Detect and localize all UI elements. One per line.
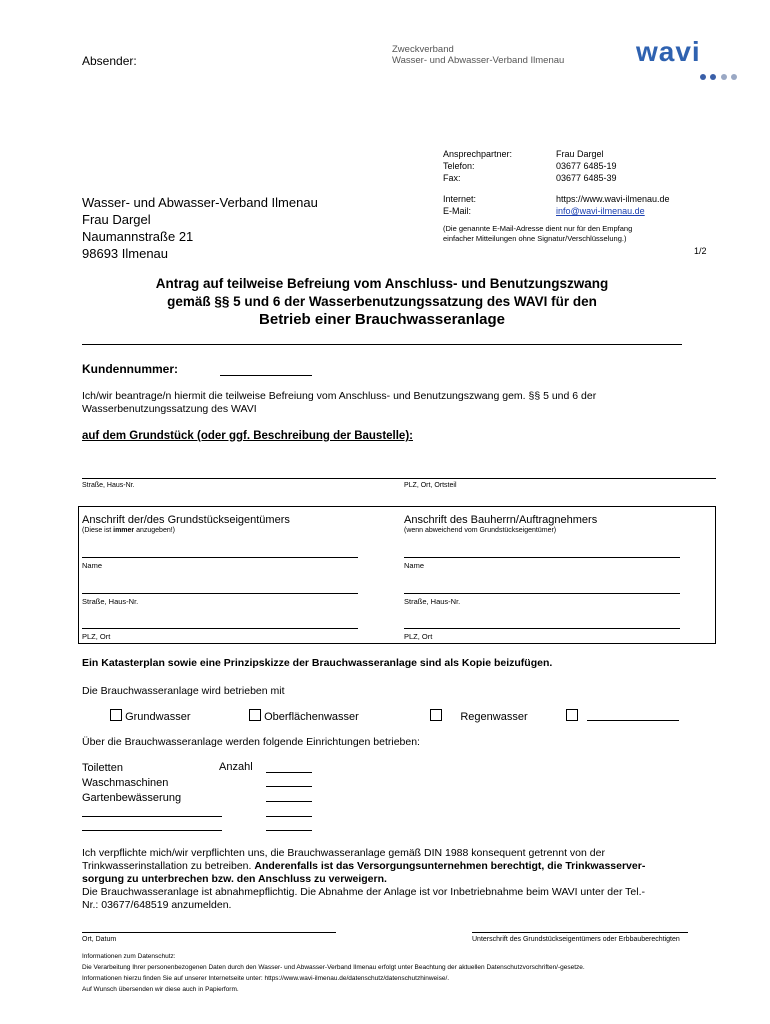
contact-values [556, 148, 617, 184]
title-underline [82, 344, 682, 345]
owner-plz-label: PLZ, Ort [82, 632, 111, 641]
property-street-label: Straße, Haus-Nr. [82, 482, 135, 489]
privacy-line-1: Die Verarbeitung Ihrer personenbezogenen Daten durch den Wasser- und Abwasser-Verband Ilmenau erfolgt unter Beachtung der aktuellen Datenschutzvorschriften/-gesetze. [82, 964, 585, 971]
facility-garden-irrigation: Gartenbewässerung [82, 792, 182, 804]
builder-name-label: Name [404, 561, 425, 570]
facility-toilets: Toiletten [82, 762, 123, 774]
builder-street-field[interactable] [404, 593, 680, 594]
property-heading: auf dem Grundstück (oder ggf. Beschreibung der Baustelle): [82, 430, 413, 442]
count-field-5[interactable] [266, 830, 312, 831]
source-other[interactable] [566, 709, 578, 723]
phone-value: 03677 6485-19 [556, 161, 617, 171]
place-date-label: Ort, Datum [82, 936, 117, 943]
obligation-line-3-bold: sorgung zu unterbrechen bzw. den Anschluss zu verweigern. [82, 873, 387, 885]
source-surface-water[interactable] [249, 709, 359, 723]
groundwater-label: Grundwasser [125, 711, 191, 723]
customer-number-field[interactable] [220, 375, 312, 376]
email-note-line-1: (Die genannte E-Mail-Adresse dient nur für den Empfang [443, 224, 633, 233]
contact-labels [443, 148, 512, 184]
recipient-line-2: Frau Dargel [82, 212, 151, 227]
builder-plz-label: PLZ, Ort [404, 632, 433, 641]
intro-line-1: Ich/wir beantrage/n hiermit die teilweise Befreiung vom Anschluss- und Benutzungszwang gem. §§ 5 und 6 der [82, 390, 597, 402]
logo-dot-icon [700, 74, 706, 80]
page-number: 1/2 [694, 246, 707, 256]
owner-name-label: Name [82, 561, 103, 570]
org-line-1: Zweckverband [392, 44, 454, 55]
logo-text: wavi [636, 36, 701, 67]
email-note [443, 224, 632, 244]
logo-dot-icon [721, 74, 727, 80]
owner-street-label: Straße, Haus-Nr. [82, 597, 139, 606]
owner-address-note [82, 527, 175, 534]
contact-person-label: Ansprechpartner: [443, 149, 513, 159]
builder-address-note: (wenn abweichend vom Grundstückseigentümer) [404, 527, 557, 534]
owner-note-pre: (Diese ist [82, 527, 114, 534]
fax-label: Fax: [443, 173, 461, 183]
privacy-title: Informationen zum Datenschutz: [82, 953, 176, 960]
builder-plz-field[interactable] [404, 628, 680, 629]
source-groundwater[interactable] [110, 709, 190, 723]
attachments-note: Ein Katasterplan sowie eine Prinzipskizze der Brauchwasseranlage sind als Kopie beizufügen. [82, 657, 553, 669]
organization-name [392, 44, 564, 66]
obligation-line-2-bold: Anderenfalls ist das Versorgungsunternehmen berechtigt, die Trinkwasserver- [254, 860, 646, 872]
extra-facility-field-2[interactable] [82, 830, 222, 831]
logo-dot-icon [710, 74, 716, 80]
count-field-3[interactable] [266, 801, 312, 802]
count-field-1[interactable] [266, 772, 312, 773]
recipient-line-3: Naumannstraße 21 [82, 229, 194, 244]
surface-water-label: Oberflächenwasser [264, 711, 359, 723]
groundwater-checkbox[interactable] [110, 709, 122, 721]
obligation-line-5: Nr.: 03677/648519 anzumelden. [82, 899, 232, 911]
privacy-line-2: Informationen hierzu finden Sie auf unserer Internetseite unter: https://www.wavi-ilmenau.de/datenschutz/datenschutzhinweise/. [82, 975, 450, 982]
other-source-field[interactable] [587, 720, 679, 721]
count-field-2[interactable] [266, 786, 312, 787]
obligation-line-4: Die Brauchwasseranlage ist abnahmepflichtig. Die Abnahme der Anlage ist vor Inbetriebnahme beim WAVI unter der Tel.- [82, 886, 646, 898]
signature-label: Unterschrift des Grundstückseigentümers oder Erbbauberechtigten [472, 936, 680, 943]
source-rainwater[interactable] [430, 709, 528, 723]
online-values [556, 193, 670, 217]
wavi-logo [636, 38, 737, 85]
builder-street-label: Straße, Haus-Nr. [404, 597, 461, 606]
rainwater-checkbox[interactable] [430, 709, 442, 721]
email-note-line-2: einfacher Mitteilungen ohne Signatur/Verschlüsselung.) [443, 234, 627, 243]
online-labels [443, 193, 476, 217]
logo-dots [700, 67, 737, 85]
document-title [82, 275, 682, 329]
builder-name-field[interactable] [404, 557, 680, 558]
facility-washing-machines: Waschmaschinen [82, 777, 169, 789]
place-date-field[interactable] [82, 932, 336, 933]
org-line-2: Wasser- und Abwasser-Verband Ilmenau [392, 55, 565, 66]
phone-label: Telefon: [443, 161, 475, 171]
signature-field[interactable] [472, 932, 688, 933]
owner-street-field[interactable] [82, 593, 358, 594]
recipient-line-1: Wasser- und Abwasser-Verband Ilmenau [82, 195, 318, 210]
obligation-text [82, 847, 716, 912]
privacy-line-3: Auf Wunsch übersenden wir diese auch in Papierform. [82, 986, 239, 993]
obligation-line-2-pre: Trinkwasserinstallation zu betreiben. [82, 860, 255, 872]
intro-text [82, 390, 596, 416]
rainwater-label: Regenwasser [460, 711, 528, 723]
title-line-3: Betrieb einer Brauchwasseranlage [259, 311, 505, 328]
facilities-label: Über die Brauchwasseranlage werden folgende Einrichtungen betrieben: [82, 736, 420, 748]
owner-name-field[interactable] [82, 557, 358, 558]
operated-with-label: Die Brauchwasseranlage wird betrieben mit [82, 685, 285, 697]
customer-number-label: Kundennummer: [82, 362, 178, 376]
owner-note-bold: immer [113, 527, 135, 534]
recipient-line-4: 98693 Ilmenau [82, 246, 169, 261]
property-address-field[interactable] [82, 478, 716, 479]
property-plz-label: PLZ, Ort, Ortsteil [404, 482, 457, 489]
email-link[interactable]: info@wavi-ilmenau.de [556, 206, 645, 216]
intro-line-2: Wasserbenutzungssatzung des WAVI [82, 403, 257, 415]
count-field-4[interactable] [266, 816, 312, 817]
fax-value: 03677 6485-39 [556, 173, 617, 183]
count-label: Anzahl [219, 761, 253, 773]
owner-note-post: anzugeben!) [134, 527, 176, 534]
privacy-info [82, 951, 585, 995]
extra-facility-field-1[interactable] [82, 816, 222, 817]
facilities-list [82, 761, 181, 806]
sender-label: Absender: [82, 54, 137, 68]
other-source-checkbox[interactable] [566, 709, 578, 721]
email-label: E-Mail: [443, 206, 472, 216]
obligation-line-3 [82, 873, 716, 886]
owner-address-title: Anschrift der/des Grundstückseigentümers [82, 514, 290, 526]
internet-label: Internet: [443, 194, 477, 204]
recipient-address [82, 194, 318, 262]
owner-plz-field[interactable] [82, 628, 358, 629]
surface-water-checkbox[interactable] [249, 709, 261, 721]
title-line-2: gemäß §§ 5 und 6 der Wasserbenutzungssatzung des WAVI für den [167, 294, 597, 309]
logo-dot-icon [731, 74, 737, 80]
obligation-line-2 [82, 860, 716, 873]
obligation-line-1: Ich verpflichte mich/wir verpflichten uns, die Brauchwasseranlage gemäß DIN 1988 konsequent getrennt von der [82, 847, 605, 859]
title-line-1: Antrag auf teilweise Befreiung vom Anschluss- und Benutzungszwang [155, 276, 609, 291]
builder-address-title: Anschrift des Bauherrn/Auftragnehmers [404, 514, 598, 526]
contact-person-value: Frau Dargel [556, 149, 604, 159]
website-link[interactable]: https://www.wavi-ilmenau.de [556, 194, 670, 204]
